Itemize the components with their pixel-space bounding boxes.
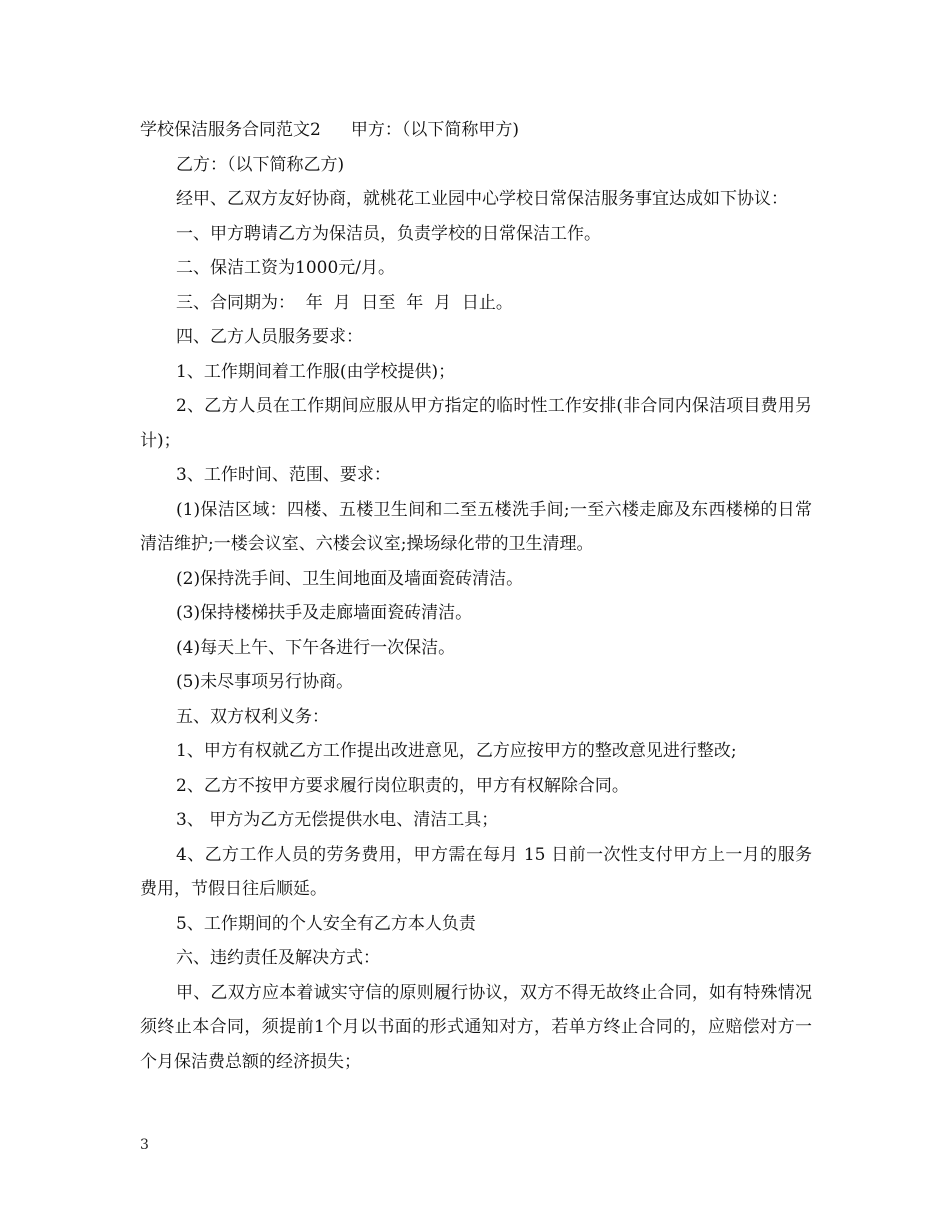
paragraph: (1)保洁区域：四楼、五楼卫生间和二至五楼洗手间;一至六楼走廊及东西楼梯的日常清洁维护;一楼会议室、六楼会议室;操场绿化带的卫生清理。 [140, 499, 812, 554]
paragraph: 经甲、乙双方友好协商，就桃花工业园中心学校日常保洁服务事宜达成如下协议： [176, 189, 788, 209]
paragraph: 3、 甲方为乙方无偿提供水电、清洁工具； [176, 810, 499, 830]
paragraph: (5)未尽事项另行协商。 [176, 672, 354, 692]
clause-2: 二、保洁工资为1000元/月。 [176, 258, 395, 278]
paragraph: 5、工作期间的个人安全有乙方本人负责 [176, 913, 476, 934]
section-heading: 四、乙方人员服务要求： [176, 327, 363, 347]
paragraph: 2、乙方不按甲方要求履行岗位职责的，甲方有权解除合同。 [176, 775, 629, 796]
clause-3: 三、合同期为： 年 月 日至 年 月 日止。 [176, 292, 513, 313]
document-title: 学校保洁服务合同范文2 [140, 120, 321, 140]
paragraph: 1、甲方有权就乙方工作提出改进意见，乙方应按甲方的整改意见进行整改; [176, 741, 737, 761]
paragraph: (2)保持洗手间、卫生间地面及墙面瓷砖清洁。 [176, 568, 524, 589]
paragraph: 1、工作期间着工作服(由学校提供)； [176, 361, 456, 382]
paragraph: 甲、乙双方应本着诚实守信的原则履行协议，双方不得无故终止合同，如有特殊情况须终止本合同，须提前1个月以书面的形式通知对方，若单方终止合同的，应赔偿对方一个月保洁费总额的经济损失； [140, 982, 812, 1072]
paragraph: (3)保持楼梯扶手及走廊墙面瓷砖清洁。 [176, 603, 473, 623]
page-number: 3 [140, 1137, 149, 1153]
section-heading: 五、双方权利义务： [176, 706, 329, 727]
clause-1: 一、甲方聘请乙方为保洁员，负责学校的日常保洁工作。 [176, 223, 601, 244]
paragraph: 2、乙方人员在工作期间应服从甲方指定的临时性工作安排(非合同内保洁项目费用另计)； [140, 396, 812, 451]
paragraph: 4、乙方工作人员的劳务费用，甲方需在每月 15 日前一次性支付甲方上一月的服务费用，节假日往后顺延。 [140, 844, 812, 899]
title-line [140, 113, 812, 148]
paragraph: (4)每天上午、下午各进行一次保洁。 [176, 637, 456, 658]
paragraph: 3、工作时间、范围、要求： [176, 465, 391, 485]
section-heading: 六、违约责任及解决方式： [176, 948, 380, 968]
party-b-line: 乙方：（以下简称乙方) [176, 154, 345, 175]
party-a-line: 甲方：（以下简称甲方) [350, 120, 519, 140]
document-body [140, 113, 812, 1079]
